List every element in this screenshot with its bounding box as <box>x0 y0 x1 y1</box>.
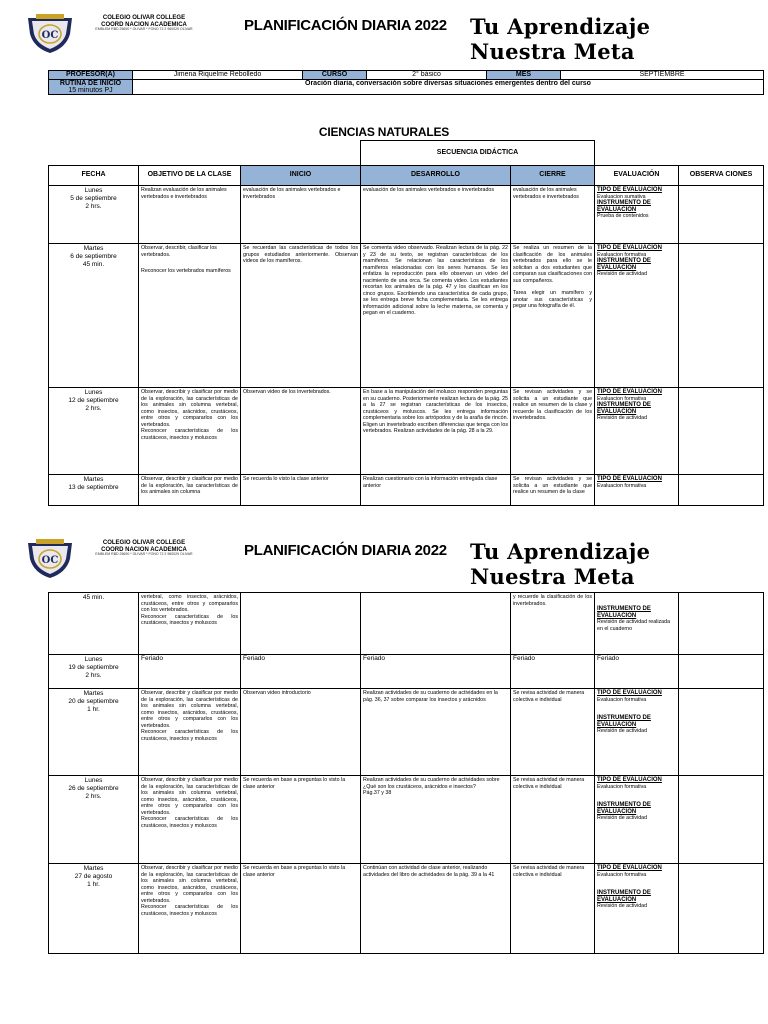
planning-table-page-2 <box>48 592 764 954</box>
col-cierre: CIERRE <box>511 166 595 186</box>
objetivo-cell: Observar, describir y clasificar por medio de la exploración, las características de los animales sin columna vertebral, como insectos, arácnidos, crustáceos, entre otros y compararlos con los vertebrados. Reconocer características de los crustáceos, insectos y moluscos <box>139 864 241 954</box>
col-evaluacion: EVALUACIÓN <box>595 166 679 186</box>
evaluacion-cell: TIPO DE EVALUACIÓN Evaluacion formativa INSTRUMENTO DE EVALUACIÓN Revisión de actividad <box>595 388 679 475</box>
desarrollo-cell: Realizan actividades de su cuaderno de actividades en la pág. 36, 37 sobre comparar los insectos y arácnidos <box>361 689 511 776</box>
school-address: EMBLEM RBD 25690 * OLIVAR * FONO 72 2 960029 OLIVAR <box>95 552 193 557</box>
desarrollo-cell: Se comenta video observado. Realizan lectura de la pág. 22 y 23 de su texto, se registran características de los mamíferos. Se relacionan las características de los mamíferos relacionadas con los seres humanos. Se les enfatiza la reproducción para ello observan un video del nacimiento de una orca. Se comenta video. Los estudiantes recortan los animales de la pág. 47 y los clasifican en los cinco grupos. Escribiendo una característica de cada grupo, se les entrega breve ficha complementaria. Se les entrega información adicional sobre la leche materna, se comenta y pegan en el cuaderno. <box>361 244 511 388</box>
section-title: CIENCIAS NATURALES <box>318 125 450 139</box>
table-row <box>49 388 764 475</box>
inicio-cell: evaluación de los animales vertebrados e invertebrados <box>241 186 361 244</box>
school-logo-icon <box>26 12 74 54</box>
profesor-value: Jimena Riquelme Rebolledo <box>133 71 303 80</box>
fecha-cell: Martes 13 de septiembre <box>49 475 139 506</box>
objetivo-cell: Observar, describir y clasificar por medio de la exploración, las características de los animales sin columna vertebral, como insectos, arácnidos, crustáceos, entre otros y compararlos con los vertebrados. Reconocer características de los crustáceos, insectos y moluscos <box>139 388 241 475</box>
cierre-cell: Se revisa actividad de manera colectiva e individual <box>511 776 595 864</box>
cierre-cell: Se revisan actividades y se solicita a un estudiante que realice un resumen de la clase y recuerde la clasificación de los invertebrados. <box>511 388 595 475</box>
desarrollo-cell <box>361 593 511 655</box>
fecha-cell: Lunes 26 de septiembre 2 hrs. <box>49 776 139 864</box>
fecha-cell: Lunes 12 de septiembre 2 hrs. <box>49 388 139 475</box>
fecha-cell: Martes 6 de septiembre 45 min. <box>49 244 139 388</box>
observaciones-cell <box>679 388 764 475</box>
school-name-block <box>90 15 198 32</box>
table-row <box>49 776 764 864</box>
profesor-label: PROFESOR(A) <box>49 71 133 80</box>
school-logo-icon <box>26 537 74 579</box>
rutina-label-cell <box>49 80 133 95</box>
table-row <box>49 244 764 388</box>
col-inicio: INICIO <box>241 166 361 186</box>
evaluacion-cell: TIPO DE EVALUACIÓN Evaluacion sumativa INSTRUMENTO DE EVALUACIÓN Prueba de contenidos <box>595 186 679 244</box>
motto-line-1: Tu Aprendizaje <box>470 14 651 39</box>
desarrollo-cell: evaluación de los animales vertebrados e invertebrados <box>361 186 511 244</box>
objetivo-cell: Realizan evaluación de los animales vertebrados e invertebrados <box>139 186 241 244</box>
inicio-cell: Se recuerda en base a preguntas lo visto la clase anterior <box>241 776 361 864</box>
planning-title: PLANIFICACIÓN DIARIA 2022 <box>244 17 447 34</box>
observaciones-cell <box>679 864 764 954</box>
evaluacion-cell: Feriado <box>595 655 679 689</box>
school-department: COORD NACION ACADEMICA <box>101 546 187 553</box>
table-row <box>49 689 764 776</box>
col-objetivo: OBJETIVO DE LA CLASE <box>139 166 241 186</box>
desarrollo-cell: En base a la manipulación del molusco responden preguntas en su cuaderno. Posteriormente realizan lectura de la pág. 25 a la 27 se registran características de los insectos, crustáceos y moluscos. Se les entrega información complementaria sobre los artrópodos y de la araña de rincón. Eligen un invertebrado escriben diferencias que tenga con los vertebrados. Realizan actividades de la pág. 28 a la 29. <box>361 388 511 475</box>
observaciones-cell <box>679 593 764 655</box>
inicio-cell <box>241 593 361 655</box>
inicio-cell: Observan video de los invertebrados. <box>241 388 361 475</box>
inicio-cell: Observan video introductorio <box>241 689 361 776</box>
svg-text:OC: OC <box>41 555 59 566</box>
school-address: EMBLEM RBD 25690 * OLIVAR * FONO 72 2 960029 OLIVAR <box>95 27 193 32</box>
cierre-cell: Se revisa actividad de manera colectiva e individual <box>511 689 595 776</box>
observaciones-cell <box>679 475 764 506</box>
mes-value: SEPTIEMBRE <box>561 71 764 80</box>
mes-label: MES <box>487 71 561 80</box>
rutina-label: RUTINA DE INICIO <box>59 80 122 87</box>
cierre-cell: Se realiza un resumen de la clasificación de los animales vertebrados para ello se le solicitan a dos estudiantes que comparan sus clasificaciones con sus compañeros. Tarea elegir un mamífero y anotar sus características y pegar una fotografía de él. <box>511 244 595 388</box>
secuencia-header: SECUENCIA DIDÁCTICA <box>361 141 595 166</box>
objetivo-cell: Observar, describir, clasificar los vertebrados. Reconocer los vertebrados mamíferos <box>139 244 241 388</box>
cierre-cell: evaluación de los animales vertebrados e invertebrados <box>511 186 595 244</box>
table-row <box>49 655 764 689</box>
motto-line-2: Nuestra Meta <box>470 564 635 589</box>
planning-table-page-1 <box>48 140 764 506</box>
observaciones-cell <box>679 689 764 776</box>
col-desarrollo: DESARROLLO <box>361 166 511 186</box>
desarrollo-cell: Feriado <box>361 655 511 689</box>
page-separator <box>0 515 768 525</box>
curso-label: CURSO <box>303 71 367 80</box>
motto <box>470 14 650 64</box>
info-table <box>48 70 764 95</box>
desarrollo-cell: Continúan con actividad de clase anterior, realizando actividades del libro de actividades de la pág. 39 a la 41 <box>361 864 511 954</box>
inicio-cell: Feriado <box>241 655 361 689</box>
objetivo-cell: Observar, describir y clasificar por medio de la exploración, las características de los animales sin columna vertebral, como insectos, arácnidos, crustáceos, entre otros y compararlos con los vertebrados. Reconocer características de los crustáceos, insectos y moluscos <box>139 689 241 776</box>
svg-text:OC: OC <box>41 30 59 41</box>
observaciones-cell <box>679 655 764 689</box>
school-department: COORD NACION ACADEMICA <box>101 21 187 28</box>
col-observaciones: OBSERVA CIONES <box>679 166 764 186</box>
cierre-cell: Se revisa actividad de manera colectiva e individual <box>511 864 595 954</box>
motto-line-2: Nuestra Meta <box>470 39 635 64</box>
objetivo-cell: vertebral, como insectos, arácnidos, crustáceos, entre otros y compararlos con los vertebrados. Reconocer características de los crustáceos, insectos y moluscos <box>139 593 241 655</box>
evaluacion-cell: TIPO DE EVALUACIÓN Evaluacion formativa INSTRUMENTO DE EVALUACIÓN Revisión de actividad <box>595 864 679 954</box>
table-row <box>49 186 764 244</box>
table-row <box>49 475 764 506</box>
inicio-cell: Se recuerda en base a preguntas lo visto la clase anterior <box>241 864 361 954</box>
fecha-cell: Lunes 5 de septiembre 2 hrs. <box>49 186 139 244</box>
observaciones-cell <box>679 244 764 388</box>
evaluacion-cell: TIPO DE EVALUACIÓN Evaluacion formativa INSTRUMENTO DE EVALUACIÓN Revisión de actividad <box>595 776 679 864</box>
fecha-cell: Martes 20 de septiembre 1 hr. <box>49 689 139 776</box>
cierre-cell: Se revisan actividades y se solicita a un estudiante que realice un resumen de la clase <box>511 475 595 506</box>
fecha-cell: Martes 27 de agosto 1 hr. <box>49 864 139 954</box>
planning-title: PLANIFICACIÓN DIARIA 2022 <box>244 542 447 559</box>
cierre-cell: Feriado <box>511 655 595 689</box>
rutina-value: Oración diaria, conversación sobre diversas situaciones emergentes dentro del curso <box>133 80 764 95</box>
motto-line-1: Tu Aprendizaje <box>470 539 651 564</box>
evaluacion-cell: TIPO DE EVALUACIÓN Evaluacion formativa <box>595 475 679 506</box>
school-name-block <box>90 540 198 557</box>
table-row <box>49 864 764 954</box>
col-fecha: FECHA <box>49 166 139 186</box>
table-row <box>49 593 764 655</box>
inicio-cell: Se recuerda lo visto la clase anterior <box>241 475 361 506</box>
desarrollo-cell: Realizan actividades de su cuaderno de actividades sobre ¿Qué son los crustáceos, arácnidos e insectos? Pág.37 y 38 <box>361 776 511 864</box>
objetivo-cell: Feriado <box>139 655 241 689</box>
rutina-time: 15 minutos PJ <box>68 87 113 94</box>
fecha-cell: 45 min. <box>49 593 139 655</box>
inicio-cell: Se recuerdan las características de todos los grupos estudiados anteriormente. Observan videos de los mamíferos. <box>241 244 361 388</box>
desarrollo-cell: Realizan cuestionario con la información entregada clase anterior <box>361 475 511 506</box>
cierre-cell: y recuerde la clasificación de los invertebrados. <box>511 593 595 655</box>
curso-value: 2° básico <box>367 71 487 80</box>
fecha-cell: Lunes 19 de septiembre 2 hrs. <box>49 655 139 689</box>
school-name: COLEGIO OLIVAR COLLEGE <box>102 540 186 546</box>
observaciones-cell <box>679 186 764 244</box>
school-name: COLEGIO OLIVAR COLLEGE <box>102 15 186 21</box>
objetivo-cell: Observar, describir y clasificar por medio de la exploración, las características de los animales sin columna <box>139 475 241 506</box>
evaluacion-cell: INSTRUMENTO DE EVALUACIÓN Revisión de actividad realizada en el cuaderno <box>595 593 679 655</box>
objetivo-cell: Observar, describir y clasificar por medio de la exploración, las características de los animales sin columna vertebral, como insectos, arácnidos, crustáceos, entre otros y compararlos con los vertebrados. Reconocer características de los crustáceos, insectos y moluscos <box>139 776 241 864</box>
evaluacion-cell: TIPO DE EVALUACIÓN Evaluacion formativa INSTRUMENTO DE EVALUACIÓN Revisión de actividad <box>595 244 679 388</box>
evaluacion-cell: TIPO DE EVALUACIÓN Evaluacion formativa INSTRUMENTO DE EVALUACIÓN Revisión de actividad <box>595 689 679 776</box>
observaciones-cell <box>679 776 764 864</box>
motto <box>470 539 650 589</box>
